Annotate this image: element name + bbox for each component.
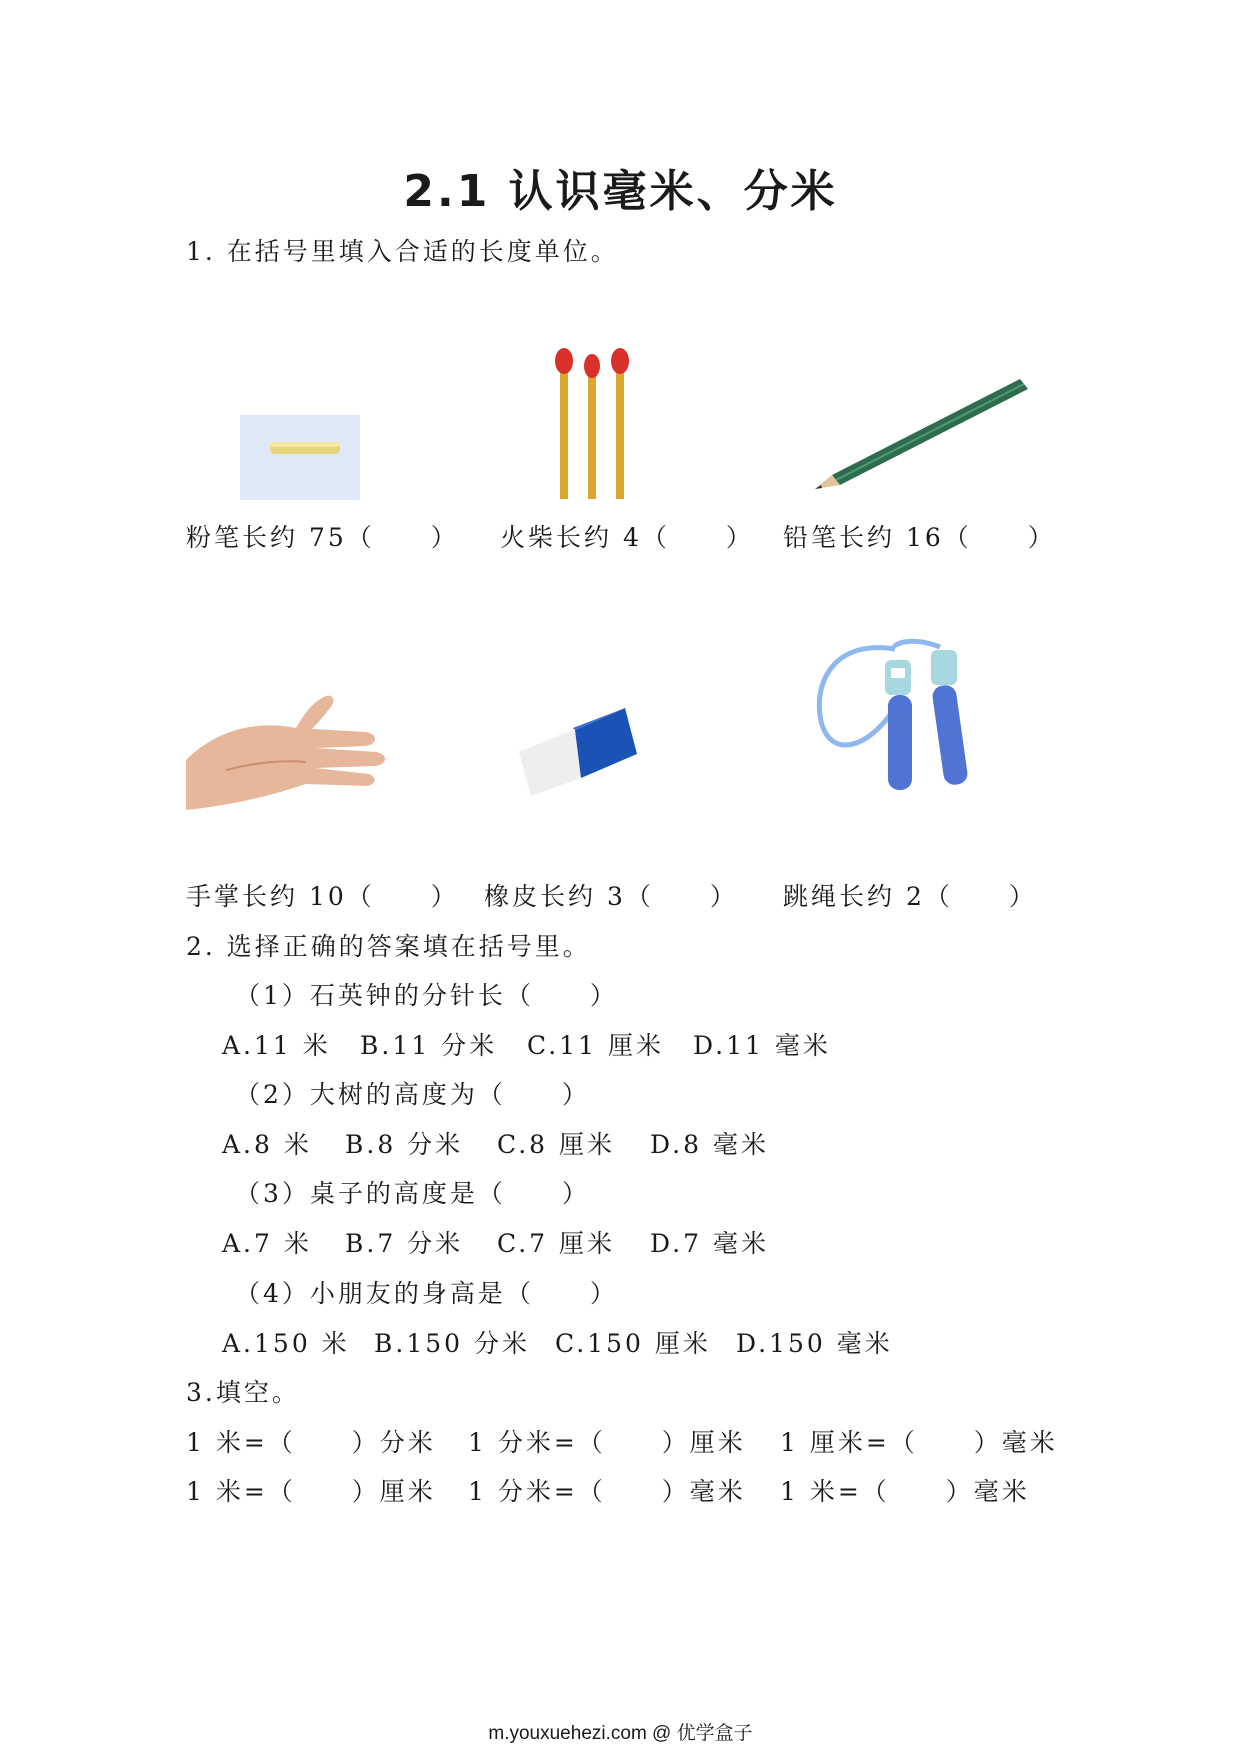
section1-heading: 1. 在括号里填入合适的长度单位。 <box>186 237 619 266</box>
page-title: 2.1 认识毫米、分米 <box>403 166 838 217</box>
section2-heading: 2. 选择正确的答案填在括号里。 <box>186 932 591 961</box>
q2-option-a: A.8 米 <box>222 1130 312 1159</box>
q2-option-c: C.8 厘米 <box>497 1130 616 1159</box>
question-3: （3）桌子的高度是（ ） <box>235 1179 590 1208</box>
q2-option-d: D.8 毫米 <box>650 1130 769 1159</box>
question-2: （2）大树的高度为（ ） <box>235 1080 590 1109</box>
item-pencil: 铅笔长约 16（ ） <box>783 523 1056 552</box>
question-4: （4）小朋友的身高是（ ） <box>235 1279 618 1308</box>
q4-option-b: B.150 分米 <box>374 1329 530 1358</box>
q4-option-a: A.150 米 <box>222 1329 350 1358</box>
fill-1-1: 1 米=（ ）分米 <box>186 1428 436 1457</box>
item-eraser: 橡皮长约 3（ ） <box>484 882 738 911</box>
fill-2-1: 1 米=（ ）厘米 <box>186 1477 436 1506</box>
item-chalk: 粉笔长约 75（ ） <box>186 523 459 552</box>
question-1: （1）石英钟的分针长（ ） <box>235 981 618 1010</box>
footer-watermark: m.youxuehezi.com @ 优学盒子 <box>488 1723 753 1744</box>
matches-image <box>550 345 630 501</box>
q1-option-b: B.11 分米 <box>360 1031 498 1060</box>
jump-rope-image <box>800 635 995 795</box>
hand-image <box>186 690 396 810</box>
q3-option-b: B.7 分米 <box>345 1229 464 1258</box>
q1-option-a: A.11 米 <box>222 1031 331 1060</box>
q4-option-c: C.150 厘米 <box>555 1329 711 1358</box>
item-matches: 火柴长约 4（ ） <box>500 523 754 552</box>
q1-option-c: C.11 厘米 <box>527 1031 664 1060</box>
q1-option-d: D.11 毫米 <box>693 1031 831 1060</box>
q3-option-a: A.7 米 <box>222 1229 312 1258</box>
item-hand: 手掌长约 10（ ） <box>186 882 459 911</box>
fill-1-3: 1 厘米=（ ）毫米 <box>780 1428 1058 1457</box>
item-jump-rope: 跳绳长约 2（ ） <box>783 882 1037 911</box>
section3-heading: 3.填空。 <box>186 1378 300 1407</box>
pencil-image <box>810 375 1035 495</box>
q3-option-d: D.7 毫米 <box>650 1229 769 1258</box>
fill-2-3: 1 米=（ ）毫米 <box>780 1477 1030 1506</box>
eraser-image <box>515 700 640 800</box>
fill-1-2: 1 分米=（ ）厘米 <box>468 1428 746 1457</box>
q3-option-c: C.7 厘米 <box>497 1229 616 1258</box>
q4-option-d: D.150 毫米 <box>736 1329 893 1358</box>
chalk-image <box>240 415 360 500</box>
fill-2-2: 1 分米=（ ）毫米 <box>468 1477 746 1506</box>
q2-option-b: B.8 分米 <box>345 1130 464 1159</box>
